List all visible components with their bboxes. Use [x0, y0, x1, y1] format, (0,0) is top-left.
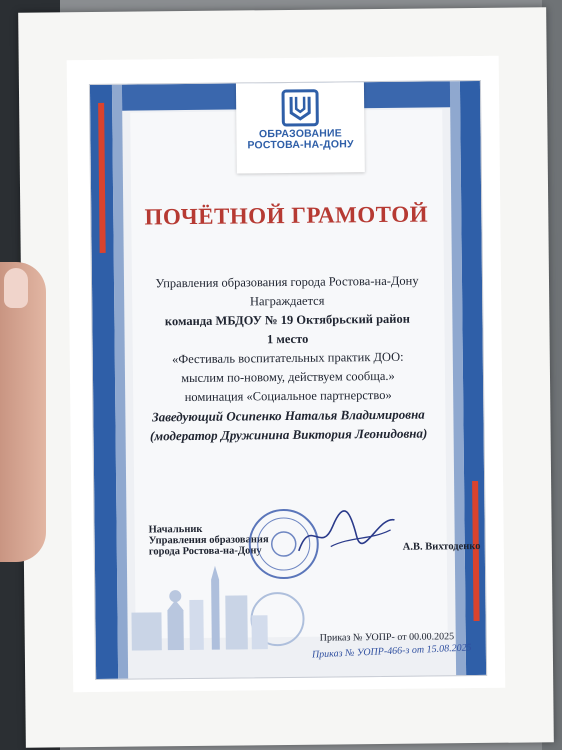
frame-mat	[67, 56, 506, 692]
moderator-line: (модератор Дружинина Виктория Леонидовна)	[149, 425, 428, 444]
issuer-line: Управления образования города Ростова-на-Дону	[155, 273, 419, 291]
place-line: 1 место	[266, 331, 309, 347]
logo	[236, 80, 365, 173]
certificate-title: ПОЧЁТНОЙ ГРАМОТОЙ	[144, 201, 429, 230]
certificate	[89, 80, 487, 680]
city-skyline-illustration	[127, 559, 328, 651]
signatory-title-3: города Ростова-на-Дону	[148, 545, 262, 558]
signatory-name: А.В. Вихтоденко	[402, 540, 481, 553]
fingernail	[4, 268, 28, 308]
logo-line-1: ОБРАЗОВАНИЕ	[258, 127, 342, 141]
festival-line-2: мыслим по-новому, действуем сообща.»	[181, 368, 395, 386]
awarded-line: Награждается	[249, 293, 325, 309]
signatory-title-1: Начальник	[148, 523, 203, 536]
order-number-handwritten: Приказ № УОПР-466-з от 15.08.2025	[311, 642, 472, 661]
handwritten-signature	[290, 506, 401, 563]
book-shield-icon	[281, 89, 319, 127]
festival-line-1: «Фестиваль воспитательных практик ДОО:	[171, 349, 404, 367]
signatory-title-2: Управления образования	[148, 534, 269, 547]
nomination-line: номинация «Социальное партнерство»	[184, 387, 392, 405]
logo-line-2: РОСТОВА-НА-ДОНУ	[247, 138, 354, 152]
head-line: Заведующий Осипенко Наталья Владимировна	[151, 406, 425, 425]
certificate-body	[92, 271, 484, 446]
order-number-printed: Приказ № УОПР- от 00.00.2025	[319, 631, 455, 644]
team-line: команда МБДОУ № 19 Октябрьский район	[164, 311, 410, 329]
picture-frame	[18, 7, 554, 747]
